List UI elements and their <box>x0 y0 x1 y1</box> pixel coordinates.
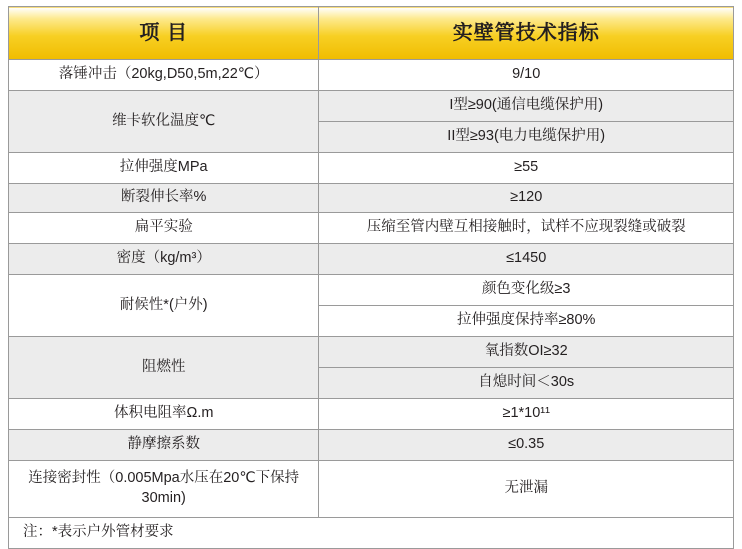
row-label-seal-tightness: 连接密封性（0.005Mpa水压在20℃下保持30min) <box>9 461 319 518</box>
row-label-flame-retardant: 阻燃性 <box>9 337 319 399</box>
table-row <box>9 337 734 368</box>
row-value-seal-tightness: 无泄漏 <box>319 461 734 518</box>
row-value-vicat-1: I型≥90(通信电缆保护用) <box>319 91 734 122</box>
row-value-weathering-2: 拉伸强度保持率≥80% <box>319 306 734 337</box>
row-label-density: 密度（kg/m³） <box>9 244 319 275</box>
table-row <box>9 184 734 213</box>
specification-table <box>8 6 734 549</box>
table-row <box>9 244 734 275</box>
row-label-volume-resistivity: 体积电阻率Ω.m <box>9 399 319 430</box>
row-value-weathering-1: 颜色变化级≥3 <box>319 275 734 306</box>
row-value-flame-retardant-2: 自熄时间＜30s <box>319 368 734 399</box>
table-note: 注：*表示户外管材要求 <box>9 518 734 549</box>
row-value-elongation: ≥120 <box>319 184 734 213</box>
table-row <box>9 213 734 244</box>
table-row <box>9 60 734 91</box>
row-value-flame-retardant-1: 氧指数OI≥32 <box>319 337 734 368</box>
table-row <box>9 91 734 122</box>
row-label-weathering: 耐候性*(户外) <box>9 275 319 337</box>
row-value-vicat-2: II型≥93(电力电缆保护用) <box>319 122 734 153</box>
row-label-elongation: 断裂伸长率% <box>9 184 319 213</box>
table-row <box>9 275 734 306</box>
row-label-static-friction: 静摩擦系数 <box>9 430 319 461</box>
header-cell-spec: 实壁管技术指标 <box>319 7 734 60</box>
table-row <box>9 430 734 461</box>
row-label-vicat: 维卡软化温度℃ <box>9 91 319 153</box>
header-cell-item: 项 目 <box>9 7 319 60</box>
row-label-flattening: 扁平实验 <box>9 213 319 244</box>
row-value-volume-resistivity: ≥1*10¹¹ <box>319 399 734 430</box>
table-row <box>9 399 734 430</box>
row-label-tensile-strength: 拉伸强度MPa <box>9 153 319 184</box>
row-value-flattening: 压缩至管内壁互相接触时，试样不应现裂缝或破裂 <box>319 213 734 244</box>
row-value-impact: 9/10 <box>319 60 734 91</box>
row-value-density: ≤1450 <box>319 244 734 275</box>
row-label-impact: 落锤冲击（20kg,D50,5m,22℃） <box>9 60 319 91</box>
table-header-row <box>9 7 734 60</box>
table-row <box>9 153 734 184</box>
row-value-tensile-strength: ≥55 <box>319 153 734 184</box>
row-value-static-friction: ≤0.35 <box>319 430 734 461</box>
table-note-row <box>9 518 734 549</box>
table-row <box>9 461 734 518</box>
